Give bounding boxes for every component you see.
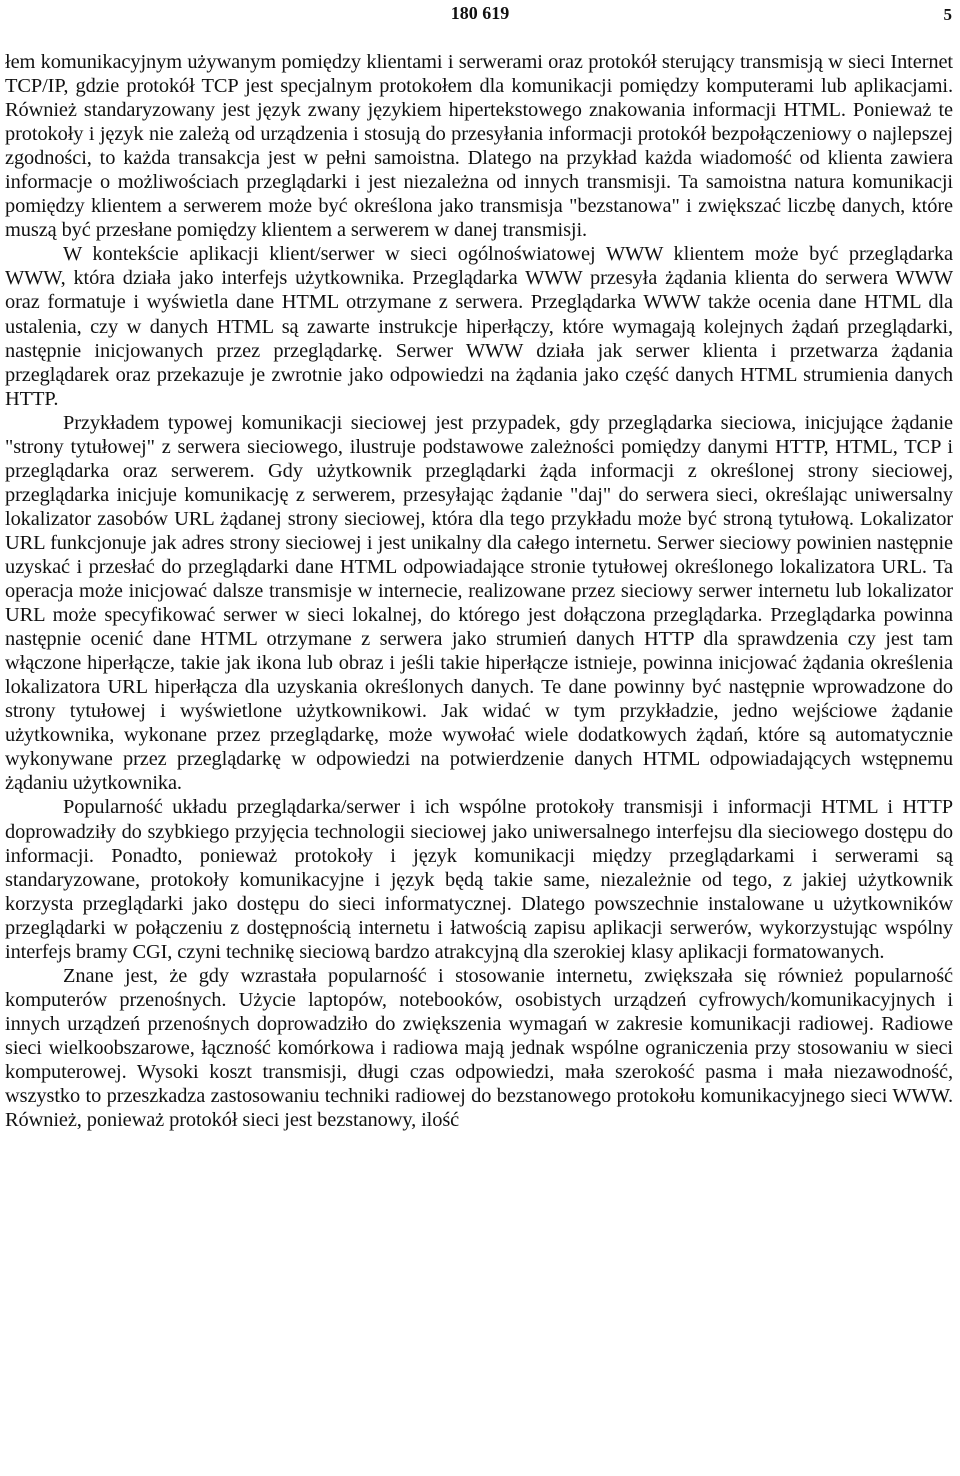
page-header — [0, 0, 960, 32]
paragraph-continuation: łem komunikacyjnym używanym pomiędzy klientami i serwerami oraz protokół sterujący transmisją w sieci Internet TCP/IP, gdzie protokół TCP jest specjalnym protokołem dla komunikacji pomiędzy komputerami lub aplikacjami. Również standaryzowany jest język zwany językiem hipertekstowego znakowania informacji HTML. Ponieważ te protokoły i język nie zależą od urządzenia i stosują do przesyłania informacji protokół bezpołączeniowy o najlepszej zgodności, to każda transakcja jest w pełni samoistna. Dlatego na przykład każda wiadomość od klienta zawiera informacje o możliwościach przeglądarki i jest niezależna od innych transmisji. Ta samoistna natura komunikacji pomiędzy klientem a serwerem może być określona jako transmisja "bezstanowa" i zwiększać liczbę danych, które muszą być przesłane pomiędzy klientem a serwerem w danej transmisji. — [5, 51, 953, 242]
paragraph-browser-server-popularity: Popularność układu przeglądarka/serwer i ich wspólne protokoły transmisji i informacji HTML i HTTP doprowadziły do szybkiego przyjęcia technologii sieciowej jako uniwersalnego interfejsu dla sieciowego dostępu do informacji. Ponadto, ponieważ protokoły i język komunikacji między przeglądarkami i serwerami są standaryzowane, protokoły komunikacyjne i język będą takie same, niezależnie od tego, z jakiej użytkownik korzysta przeglądarki jako dostępu do sieci informatycznej. Dlatego powszechnie instalowane u użytkowników przeglądarki w połączeniu z dostępnością internetu i łatwością zapisu aplikacji serwerów, wykorzystując wspólny interfejs bramy CGI, czyni technikę sieciową bardzo atrakcyjną dla szerokiej klasy aplikacji formatowanych. — [5, 796, 953, 963]
page-number: 5 — [943, 5, 952, 24]
patent-number: 180 619 — [450, 3, 510, 23]
paragraph-client-server-context: W kontekście aplikacji klient/serwer w sieci ogólnoświatowej WWW klientem może być przeglądarka WWW, która działa jako interfejs użytkownika. Przeglądarka WWW przesyła żądania klienta do serwera WWW oraz formatuje i wyświetla dane HTML otrzymane z serwera. Przeglądarka WWW także ocenia dane HTML dla ustalenia, czy w danych HTML są zawarte instrukcje hiperłączy, które wymagają kolejnych żądań przeglądarki, następnie inicjowanych przez przeglądarkę. Serwer WWW działa jak serwer klienta i przetwarza żądania przeglądarek oraz przekazuje je zwrotnie jako odpowiedzi na żądania jako część danych HTML strumienia danych HTTP. — [5, 243, 953, 410]
paragraph-network-communication-example: Przykładem typowej komunikacji sieciowej jest przypadek, gdy przeglądarka sieciowa, inicjujące żądanie "strony tytułowej" z serwera sieciowego, ilustruje podstawowe zależności pomiędzy danymi HTTP, HTML, TCP i przeglądarka oraz serwerem. Gdy użytkownik przeglądarki żąda informacji z określonej strony sieciowej, przeglądarka inicjuje komunikację z serwerem, przesyłając żądanie "daj" do serwera sieci, określając uniwersalny lokalizator zasobów URL żądanej strony sieciowej, która dla tego przykładu może być stroną tytułową. Lokalizator URL funkcjonuje jak adres strony sieciowej i jest unikalny dla całego internetu. Serwer sieciowy powinien następnie uzyskać i przesłać do przeglądarki dane HTML odpowiadające stronie tytułowej określonego lokalizatora URL. Ta operacja może inicjować dalsze transmisje w internecie, realizowane przez sieciowy serwer internetu lub lokalizator URL może specyfikować serwer w sieci lokalnej, do którego jest dołączona przeglądarka. Przeglądarka powinna następnie ocenić dane HTML otrzymane z serwera jako strumień danych HTTP dla sprawdzenia czy jest tam włączone hiperłącze, takie jak ikona lub obraz i jeśli takie hiperłącze istnieje, powinna inicjować żądania określenia lokalizatora URL hiperłącza dla uzyskania określonych danych. Te dane powinny być następnie wprowadzone do strony tytułowej i wyświetlone użytkownikowi. Jak widać w tym przykładzie, jedno wejściowe żądanie użytkownika, wykonane przez przeglądarkę, może wywołać wiele dodatkowych żądań, które są automatycznie wykonywane przez przeglądarkę w odpowiedzi na potwierdzenie danych HTML odpowiadających wstępnemu żądaniu użytkownika. — [5, 411, 953, 795]
paragraph-portable-computers: Znane jest, że gdy wzrastała popularność i stosowanie internetu, zwiększała się również popularność komputerów przenośnych. Użycie laptopów, notebooków, osobistych urządzeń cyfrowych/komunikacyjnych i innych urządzeń przenośnych doprowadziło do zwiększenia wymagań w zakresie komunikacji radiowej. Radiowe sieci wielkoobszarowe, łączność komórkowa i radiowa mają jednak wspólne ograniczenia przy stosowaniu w sieci komputerowej. Wysoki koszt transmisji, długi czas odpowiedzi, mała szerokość pasma i mała niezawodność, wszystko to przeszkadza zastosowaniu techniki radiowej do bezstanowego protokołu komunikacyjnego sieci WWW. Również, ponieważ protokół sieci jest bezstanowy, ilość — [5, 964, 953, 1132]
document-body — [5, 50, 953, 1132]
